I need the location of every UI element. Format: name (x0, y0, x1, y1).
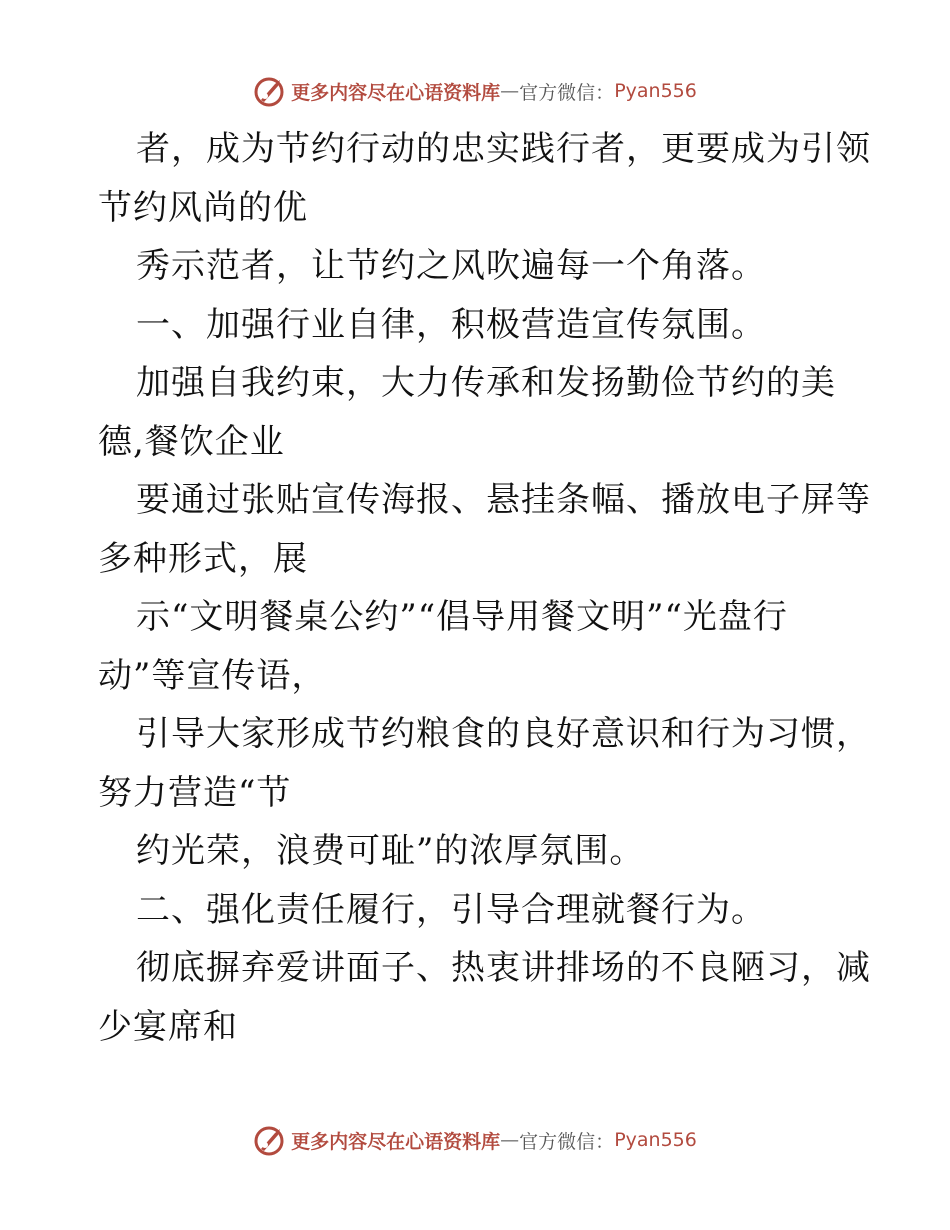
text-line: 多种形式，展 (98, 538, 308, 579)
text-line: 少宴席和 (98, 1006, 238, 1047)
text-line: 要通过张贴宣传海报、悬挂条幅、播放电子屏等 (136, 480, 871, 520)
text-line: 秀示范者，让节约之风吹遍每一个角落。 (136, 246, 766, 286)
text-line: 者，成为节约行动的忠实践行者，更要成为引领 (136, 129, 871, 169)
pen-logo-icon (253, 74, 287, 108)
banner-dash: — (500, 80, 520, 102)
banner-wechat-label: 官方微信： (519, 81, 615, 104)
text-line: 示“文明餐桌公约”“倡导用餐文明”“光盘行 (136, 597, 788, 637)
text-line: 加强自我约束，大力传承和发扬勤俭节约的美 (136, 363, 836, 403)
footer-banner (0, 1118, 950, 1162)
section-heading-1: 一、加强行业自律，积极营造宣传氛围。 (136, 304, 766, 345)
text-line: 约光荣，浪费可耻”的浓厚氛围。 (136, 831, 645, 871)
text-line: 德,餐饮企业 (98, 421, 285, 462)
banner-dash: — (500, 1129, 520, 1151)
banner-wechat-id: Pyan556 (614, 80, 697, 102)
document-body (98, 120, 871, 1056)
text-line: 动”等宣传语， (98, 655, 327, 696)
text-line: 引导大家形成节约粮食的良好意识和行为习惯， (136, 714, 871, 754)
header-banner (0, 69, 950, 113)
text-line: 努力营造“节 (98, 772, 292, 813)
banner-title: 更多内容尽在心语资料库 (291, 81, 501, 104)
text-line: 节约风尚的优 (98, 187, 308, 228)
banner-wechat-label: 官方微信： (519, 1130, 615, 1153)
banner-title: 更多内容尽在心语资料库 (291, 1130, 501, 1153)
section-heading-2: 二、强化责任履行，引导合理就餐行为。 (136, 889, 766, 930)
banner-wechat-id: Pyan556 (614, 1129, 697, 1151)
text-line: 彻底摒弃爱讲面子、热衷讲排场的不良陋习，减 (136, 948, 871, 988)
pen-logo-icon (253, 1123, 287, 1157)
